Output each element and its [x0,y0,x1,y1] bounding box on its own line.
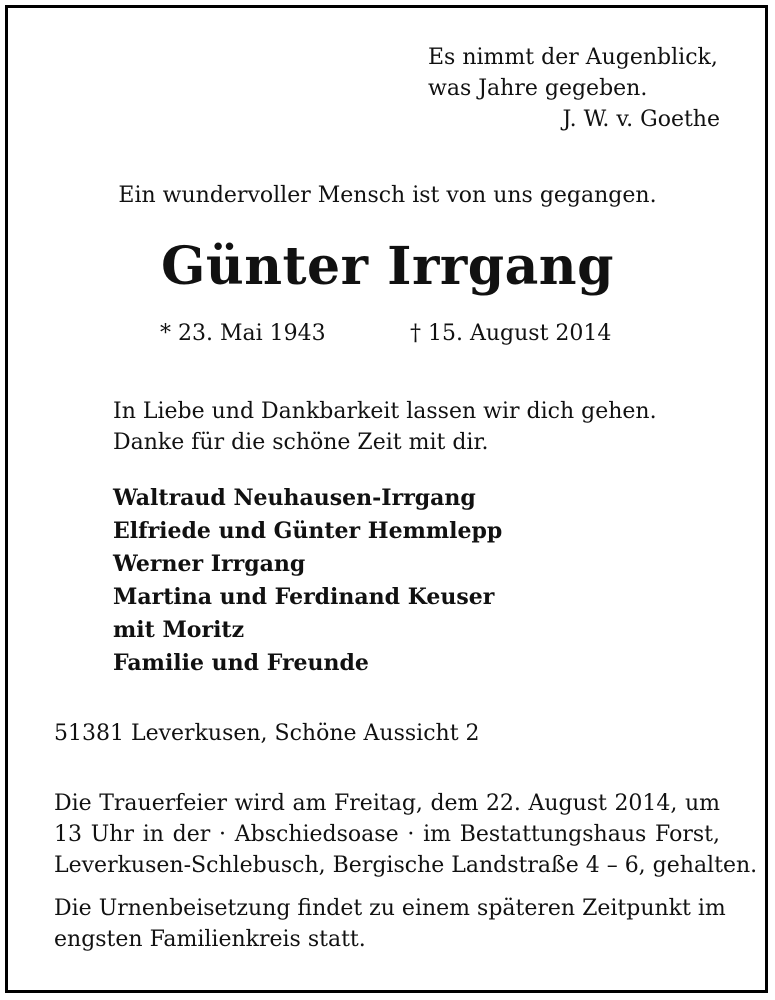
deceased-name: Günter Irrgang [161,236,614,297]
death-date: † 15. August 2014 [410,321,612,346]
mourner-2: Elfriede und Günter Hemmlepp [113,518,503,544]
urn-notice [54,893,726,955]
mourner-6: Familie und Freunde [113,650,369,676]
intro-sentence: Ein wundervoller Mensch ist von uns gegangen. [118,183,657,208]
birth-date: * 23. Mai 1943 [160,321,326,346]
quote-line-1: Es nimmt der Augenblick, [428,45,718,70]
mourner-5: mit Moritz [113,617,245,643]
mourner-3: Werner Irrgang [113,551,306,577]
funeral-line-2: 13 Uhr in der · Abschiedsoase · im Bestattungshaus Forst, [54,822,720,847]
mourners-list [113,482,502,680]
family-address: 51381 Leverkusen, Schöne Aussicht 2 [54,721,480,746]
urn-line-1: Die Urnenbeisetzung findet zu einem späteren Zeitpunkt im [54,896,726,921]
mourner-1: Waltraud Neuhausen-Irrgang [113,485,476,511]
mourner-4: Martina und Ferdinand Keuser [113,584,495,610]
funeral-line-1: Die Trauerfeier wird am Freitag, dem 22. August 2014, um [54,791,720,816]
funeral-line-3: Leverkusen-Schlebusch, Bergische Landstraße 4 – 6, gehalten. [54,853,758,878]
quote-line-2: was Jahre gegeben. [428,76,648,101]
farewell-line-1: In Liebe und Dankbarkeit lassen wir dich gehen. [113,399,657,424]
farewell-line-2: Danke für die schöne Zeit mit dir. [113,430,489,455]
farewell-text [113,396,657,458]
funeral-notice [54,788,758,881]
urn-line-2: engsten Familienkreis statt. [54,927,366,952]
quote-author: J. W. v. Goethe [562,107,720,132]
goethe-quote [428,42,728,135]
